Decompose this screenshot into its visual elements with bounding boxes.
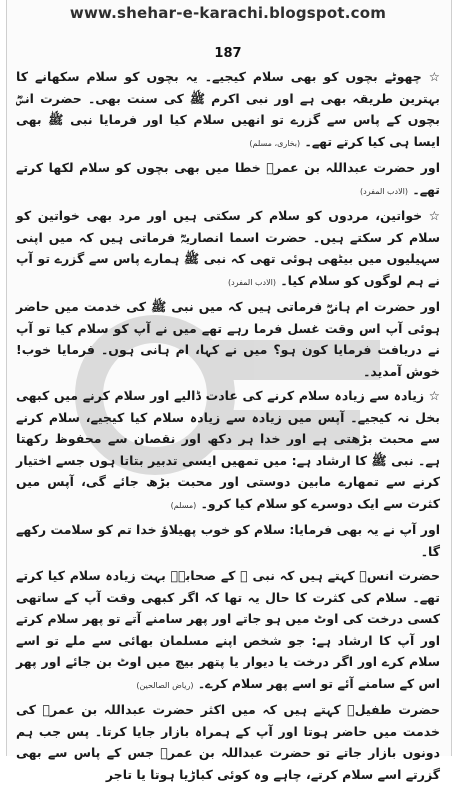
reference: (ریاض الصالحین) xyxy=(136,680,194,690)
paragraph-spread-salaam: اور آپ نے یہ بھی فرمایا: سلام کو خوب پھیلاؤ خدا تم کو سلامت رکھے گا۔ xyxy=(16,522,440,559)
reference: (بخاری، مسلم) xyxy=(249,138,301,148)
blog-url-header: www.shehar-e-karachi.blogspot.com xyxy=(69,4,387,22)
paragraph-umm-hani: اور حضرت ام ہانیؓ فرماتی ہیں کہ میں نبی ﷺ کی خدمت میں حاضر ہوئی آپ اس وقت غسل فرما رہے تھے میں نے آپ کو سلام کیا تو آپ نے دریافت فرمایا کون ہو؟ میں نے کہا، ام ہانی ہوں۔ فرمایا خوب! خوش آمدید۔ xyxy=(16,299,440,379)
paragraph-women-greeting: ☆ خواتین، مردوں کو سلام کر سکتی ہیں اور مرد بھی خواتین کو سلام کر سکتے ہیں۔ حضرت اسما انصاریہؓ فرماتی ہیں کہ میں اپنی سہیلیوں میں بیٹھی ہوئی تھی کہ نبی ﷺ ہمارے پاس سے گزرے تو آپ نے ہم لوگوں کو سلام کیا۔ (الادب المفرد) xyxy=(16,208,440,288)
paragraph-ibn-umar-letters: اور حضرت عبداللہ بن عمرؓ خطا میں بھی بچوں کو سلام لکھا کرتے تھے۔ (الادب المفرد) xyxy=(16,160,440,197)
reference: (مسلم) xyxy=(170,500,197,510)
reference: (الادب المفرد) xyxy=(228,277,276,287)
reference: (الادب المفرد) xyxy=(360,186,409,196)
book-page-text xyxy=(16,66,440,782)
paragraph-tufail: حضرت طفیلؓ کہتے ہیں کہ میں اکثر حضرت عبداللہ بن عمرؓ کی خدمت میں حاضر ہوتا اور آپ کے ہمراہ بازار جایا کرتا۔ پس جب ہم دونوں بازار جاتے تو حضرت عبداللہ بن عمرؓ جس کے پاس سے بھی گزرتے اسے سلام کرتے، چاہے وہ کوئی کباڑیا ہوتا یا تاجر xyxy=(16,702,440,782)
paragraph-greet-frequently: ☆ زیادہ سے زیادہ سلام کرنے کی عادت ڈالیے اور سلام کرنے میں کبھی بخل نہ کیجیے۔ آپس میں زیادہ سے زیادہ سلام کیا کیجیے، سلام کرنے سے محبت بڑھتی ہے اور خدا ہر دکھ اور نقصان سے محفوظ رکھتا ہے۔ نبی ﷺ کا ارشاد ہے: میں تمھیں ایسی تدبیر بتاتا ہوں جسے اختیار کرنے سے تمھارے مابین دوستی اور محبت بڑھ جائے گی، آپس میں کثرت سے ایک دوسرے کو سلام کیا کرو۔ (مسلم) xyxy=(16,388,440,511)
paragraph-greeting-children: ☆ چھوٹے بچوں کو بھی سلام کیجیے۔ یہ بچوں کو سلام سکھانے کا بہترین طریقہ بھی ہے اور نبی اکرم ﷺ کی سنت بھی۔ حضرت انسؓ بچوں کے پاس سے گزرے تو انھیں سلام کیا اور فرمایا نبی ﷺ بھی ایسا ہی کیا کرتے تھے۔ (بخاری، مسلم) xyxy=(16,69,440,149)
page-number: 187 xyxy=(214,46,242,61)
paragraph-anas-companions: حضرت انسؓ کہتے ہیں کہ نبی ﷺ کے صحابہؓ بہت زیادہ سلام کیا کرتے تھے۔ سلام کی کثرت کا حال یہ تھا کہ اگر کبھی وقت آپ کے ساتھی کسی درخت کی اوٹ میں ہو جاتے اور پھر سامنے آتے تو پھر سلام کرتے اور آپ کا ارشاد ہے: جو شخص اپنے مسلمان بھائی سے ملے تو اسے سلام کرے اور اگر درخت یا دیوار یا پتھر بیچ میں اوٹ بن جائے اور پھر اس کے سامنے آئے تو اسے پھر سلام کرے۔ (ریاض الصالحین) xyxy=(16,568,440,691)
